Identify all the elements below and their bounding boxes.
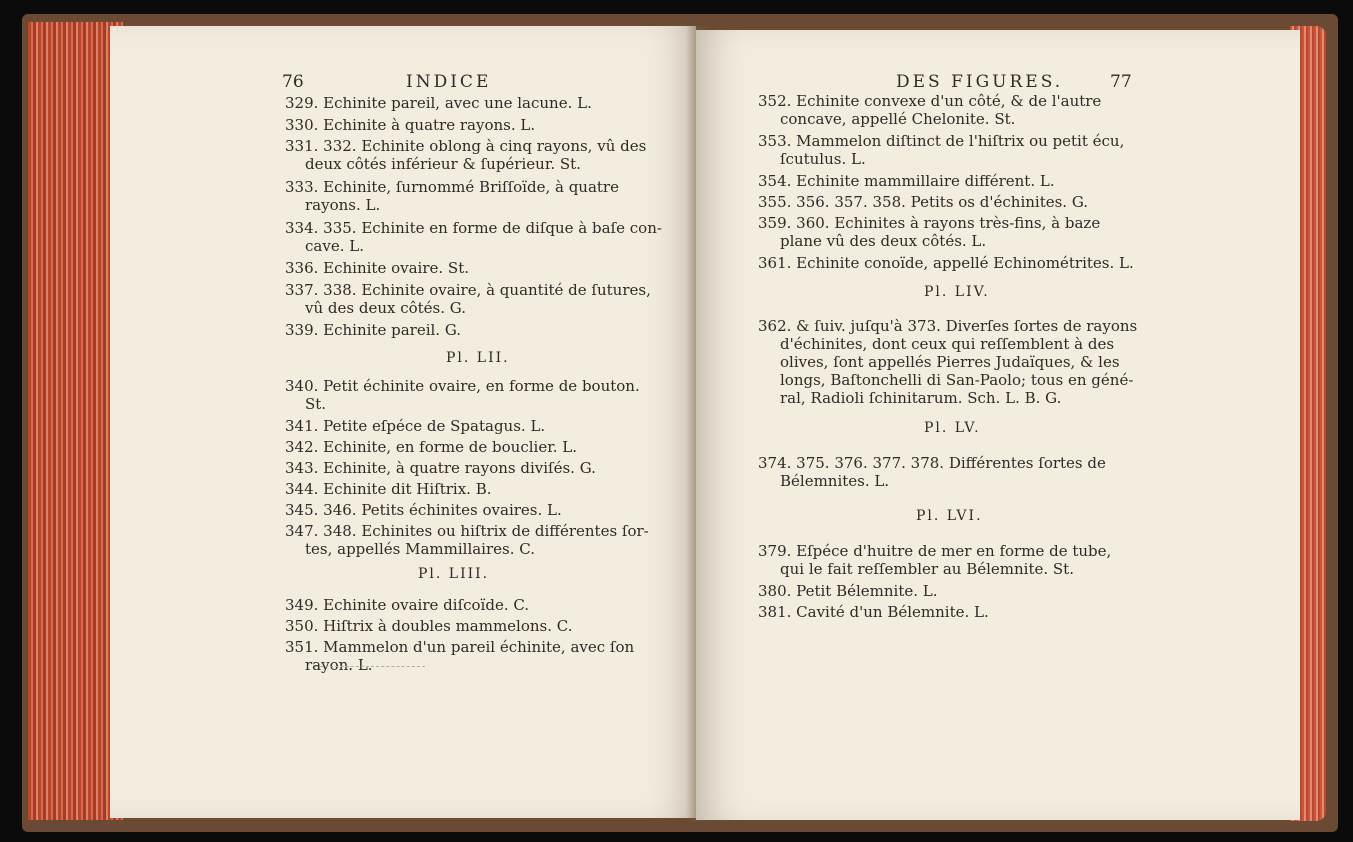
entry-line: 379. Eſpéce d'huitre de mer en forme de tube,	[758, 542, 1112, 560]
plate-heading: Pl. LIV.	[924, 284, 990, 300]
plate-heading: Pl. LIII.	[418, 566, 490, 582]
plate-heading: Pl. LV.	[924, 420, 981, 436]
entry-line: 352. Echinite convexe d'un côté, & de l'autre	[758, 92, 1102, 110]
entry-line: 362. & ſuiv. juſqu'à 373. Diverſes ſortes de rayons	[758, 317, 1138, 335]
entry-line: 333. Echinite, ſurnommé Briſſoïde, à quatre	[285, 178, 619, 196]
entry-line: 331. 332. Echinite oblong à cinq rayons, vû des	[285, 137, 647, 155]
entry-line: ſcutulus. L.	[780, 150, 866, 168]
end-rule	[315, 666, 425, 668]
entry-line: concave, appellé Chelonite. St.	[780, 110, 1016, 128]
left-page-number: 76	[282, 72, 304, 92]
entry-line: 349. Echinite ovaire diſcoïde. C.	[285, 596, 530, 614]
entry-line: ral, Radioli ſchinitarum. Sch. L. B. G.	[780, 389, 1062, 407]
entry-line: longs, Baſtonchelli di San-Paolo; tous en géné-	[780, 371, 1134, 389]
entry-line: 342. Echinite, en forme de bouclier. L.	[285, 438, 578, 456]
plate-heading: Pl. LVI.	[916, 508, 983, 524]
left-running-header: INDICE	[406, 72, 492, 92]
entry-line: 336. Echinite ovaire. St.	[285, 259, 470, 277]
entry-line: deux côtés inférieur & ſupérieur. St.	[305, 155, 581, 173]
entry-line: 334. 335. Echinite en forme de diſque à baſe con-	[285, 219, 662, 237]
entry-line: 344. Echinite dit Hiſtrix. B.	[285, 480, 492, 498]
entry-line: 330. Echinite à quatre rayons. L.	[285, 116, 536, 134]
right-running-header: DES FIGURES.	[896, 72, 1064, 92]
entry-line: qui le fait reſſembler au Bélemnite. St.	[780, 560, 1074, 578]
entry-line: vû des deux côtés. G.	[305, 299, 467, 317]
right-page	[696, 30, 1300, 820]
entry-line: St.	[305, 395, 327, 413]
entry-line: 355. 356. 357. 358. Petits os d'échinites. G.	[758, 193, 1089, 211]
entry-line: cave. L.	[305, 237, 364, 255]
entry-line: 329. Echinite pareil, avec une lacune. L.	[285, 94, 592, 112]
entry-line: 380. Petit Bélemnite. L.	[758, 582, 938, 600]
entry-line: 345. 346. Petits échinites ovaires. L.	[285, 501, 562, 519]
entry-line: 337. 338. Echinite ovaire, à quantité de ſutures,	[285, 281, 651, 299]
entry-line: d'échinites, dont ceux qui reſſemblent à des	[780, 335, 1115, 353]
entry-line: rayons. L.	[305, 196, 381, 214]
entry-line: olives, ſont appellés Pierres Judaïques, & les	[780, 353, 1120, 371]
entry-line: 339. Echinite pareil. G.	[285, 321, 462, 339]
entry-line: 361. Echinite conoïde, appellé Echinométrites. L.	[758, 254, 1134, 272]
left-page-edges	[28, 22, 123, 820]
entry-line: 341. Petite eſpéce de Spatagus. L.	[285, 417, 546, 435]
entry-line: 353. Mammelon diſtinct de l'hiſtrix ou petit écu,	[758, 132, 1125, 150]
entry-line: 381. Cavité d'un Bélemnite. L.	[758, 603, 989, 621]
entry-line: rayon. L.	[305, 656, 373, 674]
entry-line: 343. Echinite, à quatre rayons diviſés. G.	[285, 459, 596, 477]
plate-heading: Pl. LII.	[446, 350, 510, 366]
entry-line: 359. 360. Echinites à rayons très-fins, à baze	[758, 214, 1101, 232]
left-page	[110, 26, 696, 818]
entry-line: 347. 348. Echinites ou hiſtrix de différentes ſor-	[285, 522, 649, 540]
right-page-number: 77	[1110, 72, 1132, 92]
entry-line: 350. Hiſtrix à doubles mammelons. C.	[285, 617, 573, 635]
entry-line: 340. Petit échinite ovaire, en forme de bouton.	[285, 377, 640, 395]
entry-line: tes, appellés Mammillaires. C.	[305, 540, 535, 558]
entry-line: 351. Mammelon d'un pareil échinite, avec ſon	[285, 638, 635, 656]
entry-line: Bélemnites. L.	[780, 472, 890, 490]
entry-line: plane vû des deux côtés. L.	[780, 232, 987, 250]
entry-line: 374. 375. 376. 377. 378. Différentes ſortes de	[758, 454, 1106, 472]
entry-line: 354. Echinite mammillaire différent. L.	[758, 172, 1055, 190]
